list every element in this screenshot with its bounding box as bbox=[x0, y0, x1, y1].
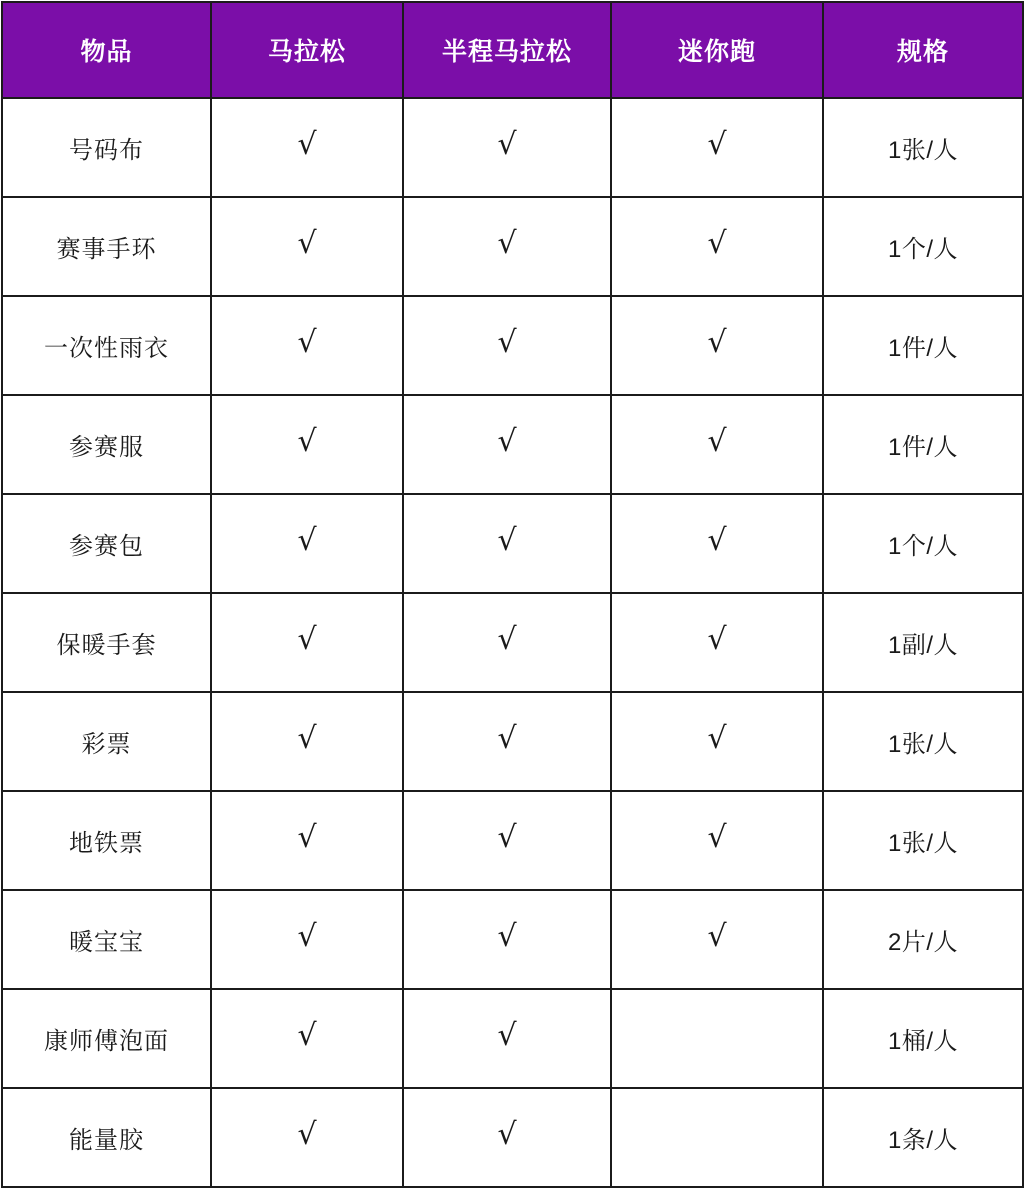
cell-item: 号码布 bbox=[2, 98, 211, 197]
cell-half-marathon bbox=[403, 395, 611, 494]
cell-item: 康师傅泡面 bbox=[2, 989, 211, 1088]
check-icon: √ bbox=[497, 325, 517, 360]
column-header-half-marathon: 半程马拉松 bbox=[403, 2, 611, 98]
table-header bbox=[2, 2, 1023, 98]
cell-item: 暖宝宝 bbox=[2, 890, 211, 989]
cell-spec: 1张/人 bbox=[823, 791, 1023, 890]
check-icon: √ bbox=[297, 424, 317, 459]
check-icon: √ bbox=[707, 919, 727, 954]
table-header-row bbox=[2, 2, 1023, 98]
check-icon: √ bbox=[497, 1018, 517, 1053]
check-icon: √ bbox=[497, 1117, 517, 1152]
table-row bbox=[2, 395, 1023, 494]
cell-marathon bbox=[211, 593, 403, 692]
cell-marathon bbox=[211, 395, 403, 494]
cell-mini-run bbox=[611, 197, 823, 296]
cell-half-marathon bbox=[403, 1088, 611, 1187]
check-icon: √ bbox=[297, 820, 317, 855]
table-row bbox=[2, 1088, 1023, 1187]
cell-spec: 2片/人 bbox=[823, 890, 1023, 989]
check-icon: √ bbox=[297, 226, 317, 261]
check-icon: √ bbox=[707, 127, 727, 162]
cell-marathon bbox=[211, 494, 403, 593]
cell-marathon bbox=[211, 791, 403, 890]
table-row bbox=[2, 791, 1023, 890]
cell-mini-run bbox=[611, 296, 823, 395]
cell-mini-run bbox=[611, 989, 823, 1088]
column-header-item: 物品 bbox=[2, 2, 211, 98]
check-icon: √ bbox=[497, 721, 517, 756]
check-icon: √ bbox=[297, 622, 317, 657]
cell-half-marathon bbox=[403, 494, 611, 593]
cell-marathon bbox=[211, 692, 403, 791]
cell-item: 参赛包 bbox=[2, 494, 211, 593]
cell-mini-run bbox=[611, 395, 823, 494]
check-icon: √ bbox=[707, 325, 727, 360]
cell-spec: 1个/人 bbox=[823, 197, 1023, 296]
check-icon: √ bbox=[497, 622, 517, 657]
cell-spec: 1桶/人 bbox=[823, 989, 1023, 1088]
cell-half-marathon bbox=[403, 296, 611, 395]
cell-spec: 1个/人 bbox=[823, 494, 1023, 593]
table-row bbox=[2, 296, 1023, 395]
cell-item: 地铁票 bbox=[2, 791, 211, 890]
cell-half-marathon bbox=[403, 890, 611, 989]
check-icon: √ bbox=[707, 523, 727, 558]
check-icon: √ bbox=[707, 721, 727, 756]
cell-spec: 1件/人 bbox=[823, 296, 1023, 395]
check-icon: √ bbox=[297, 1117, 317, 1152]
check-icon: √ bbox=[297, 127, 317, 162]
cell-mini-run bbox=[611, 98, 823, 197]
check-icon: √ bbox=[707, 820, 727, 855]
cell-marathon bbox=[211, 1088, 403, 1187]
table-row bbox=[2, 692, 1023, 791]
check-icon: √ bbox=[497, 820, 517, 855]
cell-mini-run bbox=[611, 692, 823, 791]
cell-marathon bbox=[211, 989, 403, 1088]
cell-spec: 1张/人 bbox=[823, 98, 1023, 197]
check-icon: √ bbox=[297, 919, 317, 954]
check-icon: √ bbox=[707, 226, 727, 261]
check-icon: √ bbox=[497, 127, 517, 162]
cell-half-marathon bbox=[403, 197, 611, 296]
cell-marathon bbox=[211, 890, 403, 989]
column-header-spec: 规格 bbox=[823, 2, 1023, 98]
cell-item: 彩票 bbox=[2, 692, 211, 791]
cell-mini-run bbox=[611, 593, 823, 692]
check-icon: √ bbox=[497, 424, 517, 459]
cell-half-marathon bbox=[403, 98, 611, 197]
table-body bbox=[2, 98, 1023, 1187]
check-icon: √ bbox=[297, 721, 317, 756]
cell-half-marathon bbox=[403, 593, 611, 692]
cell-item: 参赛服 bbox=[2, 395, 211, 494]
check-icon: √ bbox=[497, 523, 517, 558]
check-icon: √ bbox=[497, 919, 517, 954]
table-row bbox=[2, 197, 1023, 296]
table-row bbox=[2, 890, 1023, 989]
check-icon: √ bbox=[707, 622, 727, 657]
check-icon: √ bbox=[297, 325, 317, 360]
cell-marathon bbox=[211, 197, 403, 296]
cell-spec: 1副/人 bbox=[823, 593, 1023, 692]
cell-mini-run bbox=[611, 791, 823, 890]
cell-spec: 1件/人 bbox=[823, 395, 1023, 494]
cell-marathon bbox=[211, 296, 403, 395]
cell-marathon bbox=[211, 98, 403, 197]
cell-spec: 1条/人 bbox=[823, 1088, 1023, 1187]
check-icon: √ bbox=[497, 226, 517, 261]
cell-spec: 1张/人 bbox=[823, 692, 1023, 791]
cell-item: 保暖手套 bbox=[2, 593, 211, 692]
cell-item: 能量胶 bbox=[2, 1088, 211, 1187]
table-row bbox=[2, 989, 1023, 1088]
table-row bbox=[2, 494, 1023, 593]
cell-half-marathon bbox=[403, 692, 611, 791]
check-icon: √ bbox=[297, 1018, 317, 1053]
check-icon: √ bbox=[707, 424, 727, 459]
column-header-mini-run: 迷你跑 bbox=[611, 2, 823, 98]
cell-mini-run bbox=[611, 494, 823, 593]
check-icon: √ bbox=[297, 523, 317, 558]
cell-mini-run bbox=[611, 1088, 823, 1187]
cell-item: 赛事手环 bbox=[2, 197, 211, 296]
race-kit-table bbox=[1, 1, 1024, 1188]
cell-half-marathon bbox=[403, 791, 611, 890]
race-kit-table-container bbox=[0, 1, 1024, 1167]
cell-half-marathon bbox=[403, 989, 611, 1088]
table-row bbox=[2, 98, 1023, 197]
cell-mini-run bbox=[611, 890, 823, 989]
column-header-marathon: 马拉松 bbox=[211, 2, 403, 98]
table-row bbox=[2, 593, 1023, 692]
cell-item: 一次性雨衣 bbox=[2, 296, 211, 395]
